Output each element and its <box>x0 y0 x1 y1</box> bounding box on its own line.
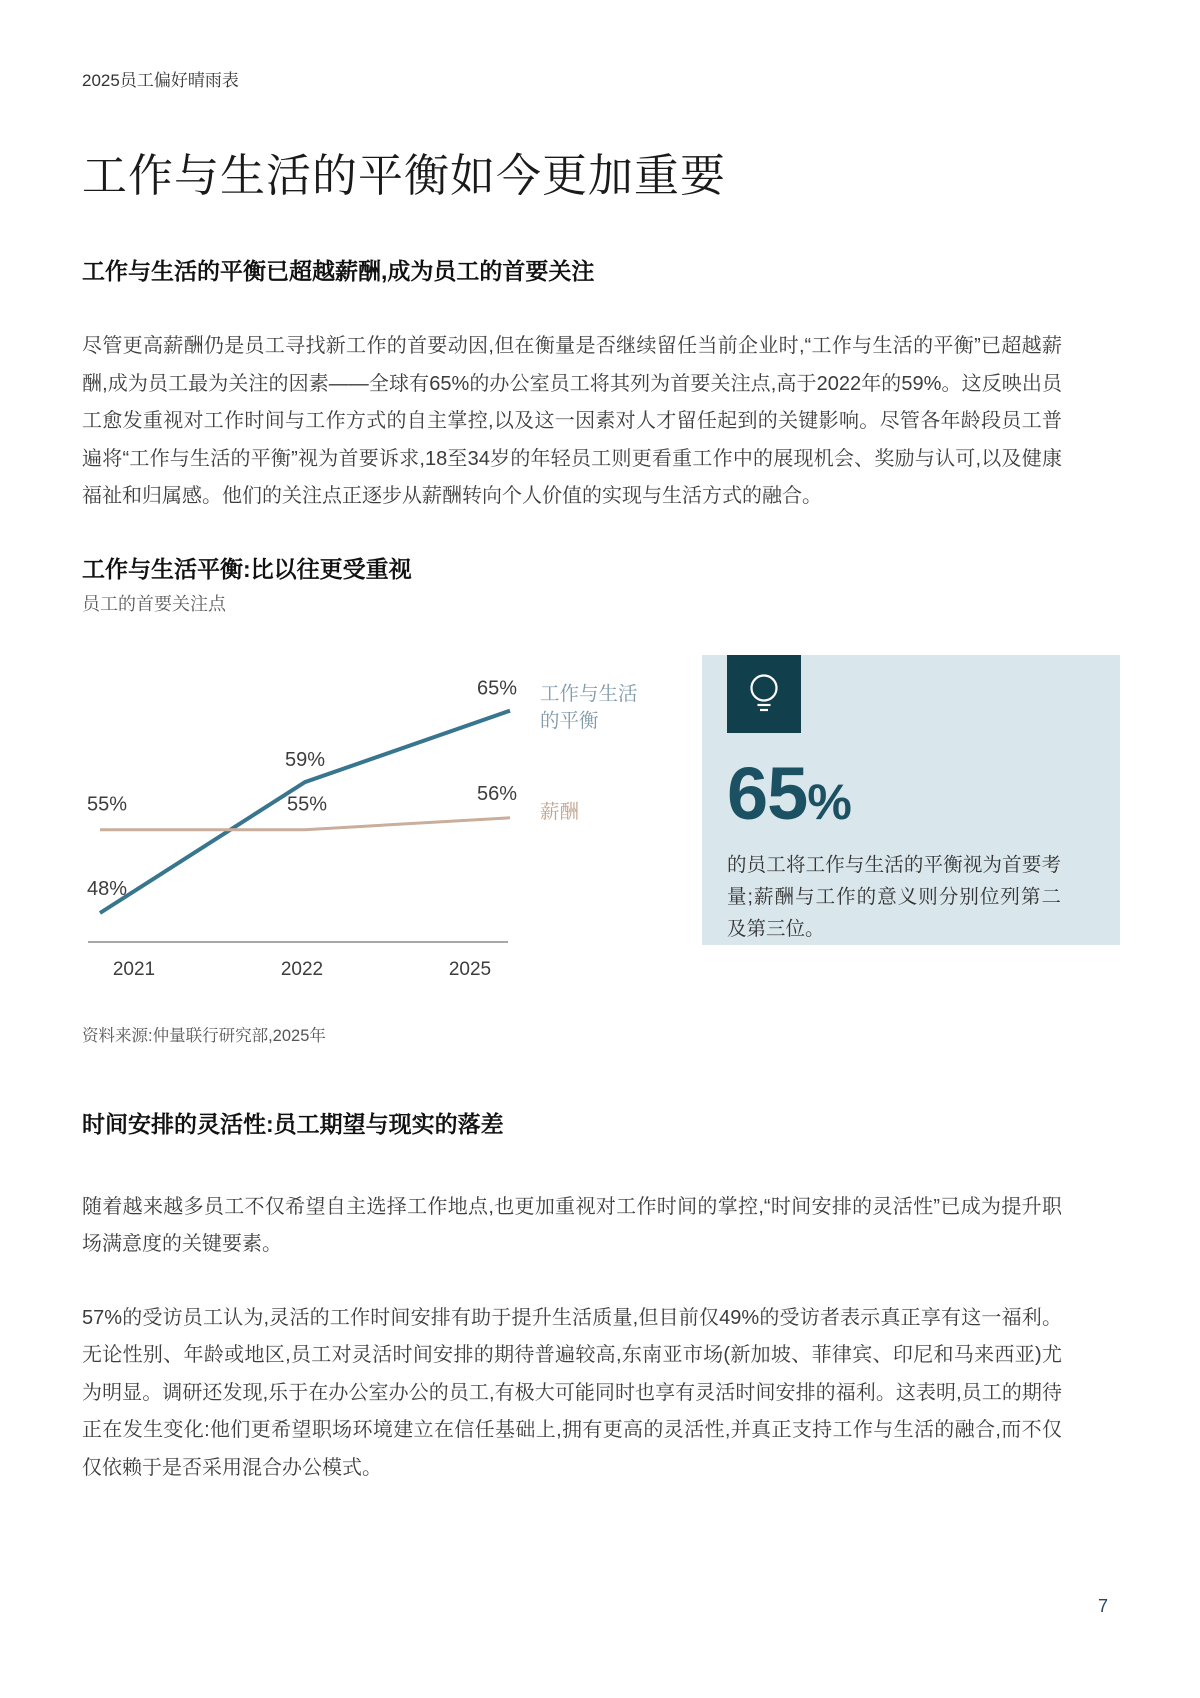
data-label: 55% <box>87 793 128 816</box>
section-2-paragraph-2: 57%的受访员工认为,灵活的工作时间安排有助于提升生活质量,但目前仅49%的受访者表示真正享有这一福利。无论性别、年龄或地区,员工对灵活时间安排的期待普遍较高,东南亚市场(新加坡、菲律宾、印尼和马来西亚)尤为明显。调研还发现,乐于在办公室办公的员工,有极大可能同时也享有灵活时间安排的福利。这表明,员工的期待正在发生变化:他们更希望职场环境建立在信任基础上,拥有更高的灵活性,并真正支持工作与生活的融合,而不仅仅依赖于是否采用混合办公模式。 <box>82 1306 1062 1479</box>
section-1-paragraph: 尽管更高薪酬仍是员工寻找新工作的首要动因,但在衡量是否继续留任当前企业时,“工作与生活的平衡”已超越薪酬,成为员工最为关注的因素——全球有65%的办公室员工将其列为首要关注点,高于2022年的59%。这反映出员工愈发重视对工作时间与工作方式的自主掌控,以及这一因素对人才留任起到的关键影响。尽管各年龄段员工普遍将“工作与生活的平衡”视为首要诉求,18至34岁的年轻员工则更看重工作中的展现机会、奖励与认可,以及健康福祉和归属感。他们的关注点正逐步从薪酬转向个人价值的实现与生活方式的融合。 <box>82 335 1062 507</box>
section-2-paragraph-1: 随着越来越多员工不仅希望自主选择工作地点,也更加重视对工作时间的掌控,“时间安排的灵活性”已成为提升职场满意度的关键要素。 <box>82 1195 1062 1255</box>
legend-salary: 薪酬 <box>540 800 580 823</box>
lightbulb-icon-box <box>727 655 801 733</box>
legend-work-life-balance: 工作与生活的平衡 <box>540 682 638 732</box>
data-label: 65% <box>476 677 517 700</box>
lightbulb-icon <box>745 672 783 716</box>
page-number: 7 <box>1098 1596 1109 1616</box>
x-tick-label: 2025 <box>448 958 492 980</box>
stat-value: 65 <box>727 751 808 835</box>
data-label: 48% <box>87 877 128 900</box>
section-heading-2: 时间安排的灵活性:员工期望与现实的落差 <box>82 1110 504 1137</box>
page-title: 工作与生活的平衡如今更加重要 <box>82 150 727 201</box>
stat-unit: % <box>807 773 852 830</box>
callout-text: 的员工将工作与生活的平衡视为首要考量;薪酬与工作的意义则分别位列第二及第三位。 <box>727 853 1061 940</box>
chart-source: 资料来源:仲量联行研究部,2025年 <box>82 1026 326 1045</box>
x-tick-label: 2022 <box>280 958 324 980</box>
callout-stat <box>727 751 852 835</box>
data-label: 56% <box>476 782 517 805</box>
callout-box <box>702 655 1120 945</box>
data-label: 59% <box>285 748 326 771</box>
data-label: 55% <box>287 793 328 816</box>
x-tick-label: 2021 <box>112 958 156 980</box>
trend-chart-svg <box>82 623 552 995</box>
series-line-salary <box>100 817 510 829</box>
line-chart <box>82 623 1120 995</box>
chart-subtitle: 员工的首要关注点 <box>82 593 226 614</box>
section-heading-1: 工作与生活的平衡已超越薪酬,成为员工的首要关注 <box>82 258 595 284</box>
running-header: 2025员工偏好晴雨表 <box>82 71 239 90</box>
chart-title: 工作与生活平衡:比以往更受重视 <box>82 555 412 582</box>
